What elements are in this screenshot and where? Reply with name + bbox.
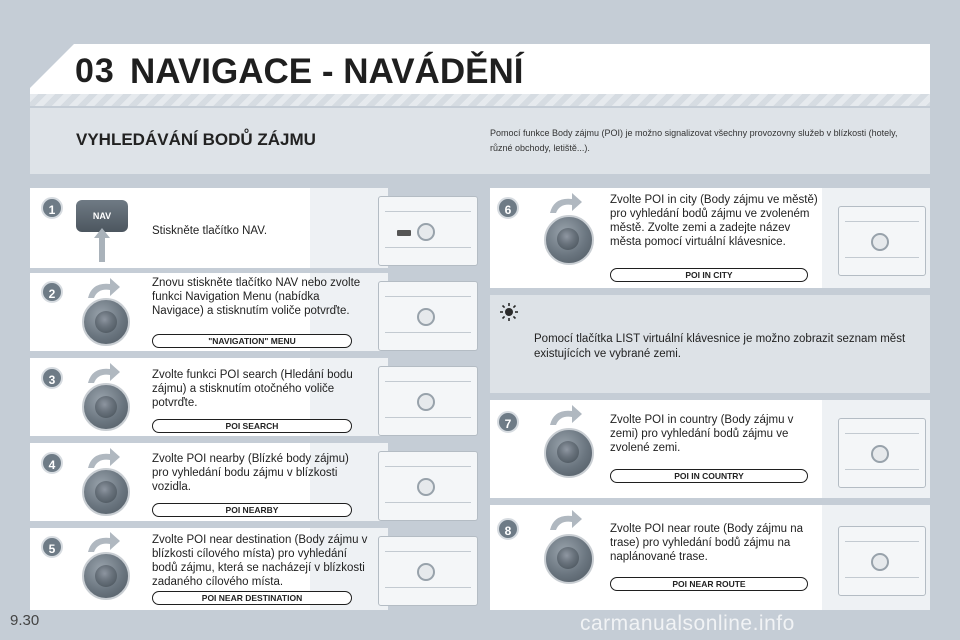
step-badge-3: 3 (41, 367, 63, 389)
nav-key-label: NAV (92, 211, 112, 221)
step-badge-7: 7 (497, 411, 519, 433)
radio-unit-image-3 (378, 366, 478, 436)
step-pill-6: POI IN CITY (610, 268, 808, 282)
step-text-5: Zvolte POI near destination (Body zájmu v blízkosti cílového místa) pro vyhledání bodů zájmu, která se nacházejí v blízkosti zadaného cílového místa. (152, 534, 368, 588)
rotate-arrow-icon (548, 405, 584, 427)
step-text-8: Zvolte POI near route (Body zájmu na trase) pro vyhledání bodů zájmu na naplánované trase. (610, 523, 804, 563)
radio-unit-image-5 (378, 536, 478, 606)
rotary-knob-icon-8 (544, 534, 594, 584)
step-pill-8: POI NEAR ROUTE (610, 577, 808, 591)
rotary-knob-icon-3 (82, 383, 130, 431)
rotary-knob-icon-2 (82, 298, 130, 346)
radio-unit-image-8 (838, 526, 926, 596)
step-pill-7: POI IN COUNTRY (610, 469, 808, 483)
step-pill-4: POI NEARBY (152, 503, 352, 517)
tip-text: Pomocí tlačítka LIST virtuální klávesnice je možno zobrazit seznam měst existujících ve vybrané zemi. (534, 333, 906, 360)
section-title: VYHLEDÁVÁNÍ BODŮ ZÁJMU (76, 130, 316, 149)
rotate-arrow-icon (86, 532, 122, 554)
rotary-knob-icon-5 (82, 552, 130, 600)
rotary-knob-icon-6 (544, 215, 594, 265)
rotate-arrow-icon (86, 363, 122, 385)
radio-unit-image-4 (378, 451, 478, 521)
radio-unit-image-7 (838, 418, 926, 488)
rotate-arrow-icon (86, 278, 122, 300)
rotary-knob-icon-7 (544, 428, 594, 478)
step-text-6: Zvolte POI in city (Body zájmu ve městě) pro vyhledání bodů zájmu ve zvoleném městě. Zvolte zemi a zadejte název města pomocí virtuální klávesnice. (610, 194, 818, 248)
step-badge-5: 5 (41, 536, 63, 558)
rotate-arrow-icon (548, 193, 584, 215)
step-badge-1: 1 (41, 197, 63, 219)
press-arrow-icon (94, 228, 110, 262)
step-pill-3: POI SEARCH (152, 419, 352, 433)
section-intro: Pomocí funkce Body zájmu (POI) je možno signalizovat všechny provozovny služeb v blízkosti (hotely, různé obchody, letiště...). (490, 128, 898, 153)
step-text-7: Zvolte POI in country (Body zájmu v zemi) pro vyhledání bodů zájmu ve zvolené zemi. (610, 414, 794, 454)
step-text-3: Zvolte funkci POI search (Hledání bodu zájmu) a stisknutím otočného voliče potvrďte. (152, 369, 353, 409)
watermark-text: carmanualsonline.info (580, 612, 795, 635)
radio-unit-image-1 (378, 196, 478, 266)
step-pill-2: "NAVIGATION" MENU (152, 334, 352, 348)
rotary-knob-icon-4 (82, 468, 130, 516)
step-text-4: Zvolte POI nearby (Blízké body zájmu) pro vyhledání bodu zájmu v blízkosti vozidla. (152, 453, 349, 493)
chapter-title: NAVIGACE - NAVÁDĚNÍ (130, 52, 524, 91)
step-text-1: Stiskněte tlačítko NAV. (152, 225, 268, 237)
step-badge-6: 6 (497, 197, 519, 219)
step-badge-2: 2 (41, 281, 63, 303)
chapter-number: 03 (75, 52, 115, 90)
step-text-2: Znovu stiskněte tlačítko NAV nebo zvolte funkci Navigation Menu (nabídka Navigace) a stisknutím voliče potvrďte. (152, 277, 361, 317)
step-badge-8: 8 (497, 518, 519, 540)
page-number: 9.30 (10, 612, 40, 629)
step-pill-5: POI NEAR DESTINATION (152, 591, 352, 605)
radio-unit-image-2 (378, 281, 478, 351)
sun-icon (500, 303, 518, 321)
radio-unit-image-6 (838, 206, 926, 276)
step-badge-4: 4 (41, 452, 63, 474)
rotate-arrow-icon (548, 510, 584, 532)
header-stripe (30, 94, 930, 106)
rotate-arrow-icon (86, 448, 122, 470)
